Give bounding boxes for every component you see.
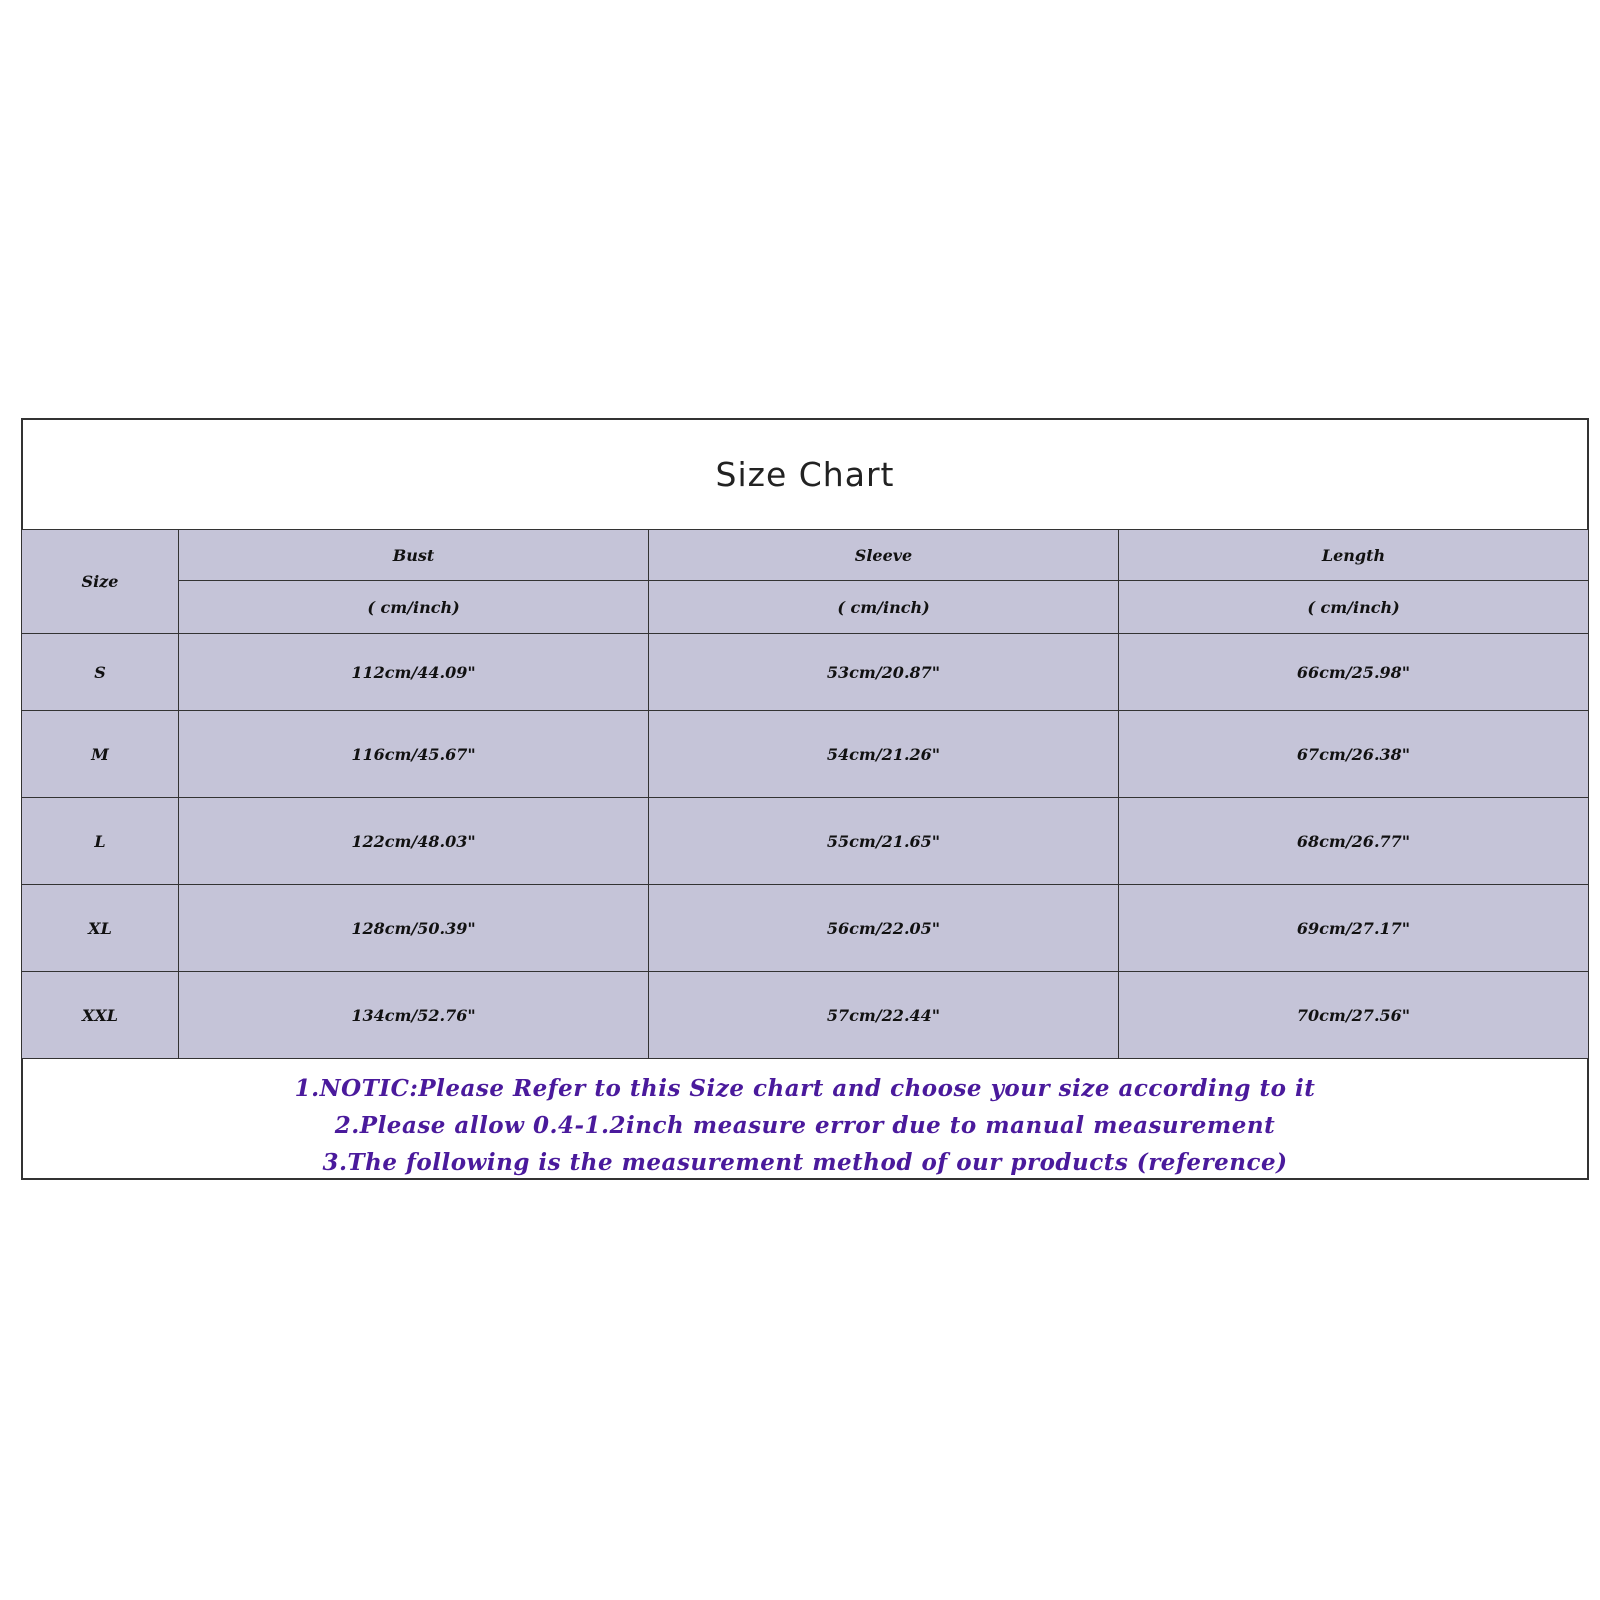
sleeve-cell: 55cm/21.65" bbox=[649, 798, 1119, 885]
length-cell: 70cm/27.56" bbox=[1119, 972, 1589, 1059]
bust-cell: 134cm/52.76" bbox=[179, 972, 649, 1059]
sleeve-cell: 54cm/21.26" bbox=[649, 711, 1119, 798]
length-cell: 69cm/27.17" bbox=[1119, 885, 1589, 972]
bust-cell: 128cm/50.39" bbox=[179, 885, 649, 972]
table-row bbox=[22, 972, 1589, 1059]
size-table bbox=[21, 529, 1589, 1059]
unit-bust: ( cm/inch) bbox=[179, 581, 649, 634]
sleeve-cell: 53cm/20.87" bbox=[649, 634, 1119, 711]
notes-block bbox=[23, 1070, 1587, 1181]
header-size: Size bbox=[22, 530, 179, 634]
size-cell: S bbox=[22, 634, 179, 711]
note-line: 2.Please allow 0.4-1.2inch measure error due to manual measurement bbox=[334, 1112, 1276, 1139]
unit-length: ( cm/inch) bbox=[1119, 581, 1589, 634]
length-cell: 66cm/25.98" bbox=[1119, 634, 1589, 711]
table-row bbox=[22, 634, 1589, 711]
table-row bbox=[22, 885, 1589, 972]
size-chart bbox=[21, 418, 1589, 1180]
unit-sleeve: ( cm/inch) bbox=[649, 581, 1119, 634]
size-cell: XXL bbox=[22, 972, 179, 1059]
note-line: 3.The following is the measurement method of our products (reference) bbox=[322, 1149, 1288, 1176]
size-cell: M bbox=[22, 711, 179, 798]
table-row bbox=[22, 798, 1589, 885]
table-row bbox=[22, 711, 1589, 798]
chart-title: Size Chart bbox=[715, 455, 895, 494]
bust-cell: 116cm/45.67" bbox=[179, 711, 649, 798]
note-line: 1.NOTIC:Please Refer to this Size chart and choose your size according to it bbox=[294, 1075, 1316, 1102]
header-row bbox=[22, 530, 1589, 581]
bust-cell: 112cm/44.09" bbox=[179, 634, 649, 711]
bust-cell: 122cm/48.03" bbox=[179, 798, 649, 885]
size-cell: XL bbox=[22, 885, 179, 972]
sleeve-cell: 56cm/22.05" bbox=[649, 885, 1119, 972]
header-bust: Bust bbox=[179, 530, 649, 581]
title-row bbox=[23, 420, 1587, 529]
unit-row bbox=[22, 581, 1589, 634]
length-cell: 68cm/26.77" bbox=[1119, 798, 1589, 885]
sleeve-cell: 57cm/22.44" bbox=[649, 972, 1119, 1059]
header-sleeve: Sleeve bbox=[649, 530, 1119, 581]
size-cell: L bbox=[22, 798, 179, 885]
header-length: Length bbox=[1119, 530, 1589, 581]
length-cell: 67cm/26.38" bbox=[1119, 711, 1589, 798]
